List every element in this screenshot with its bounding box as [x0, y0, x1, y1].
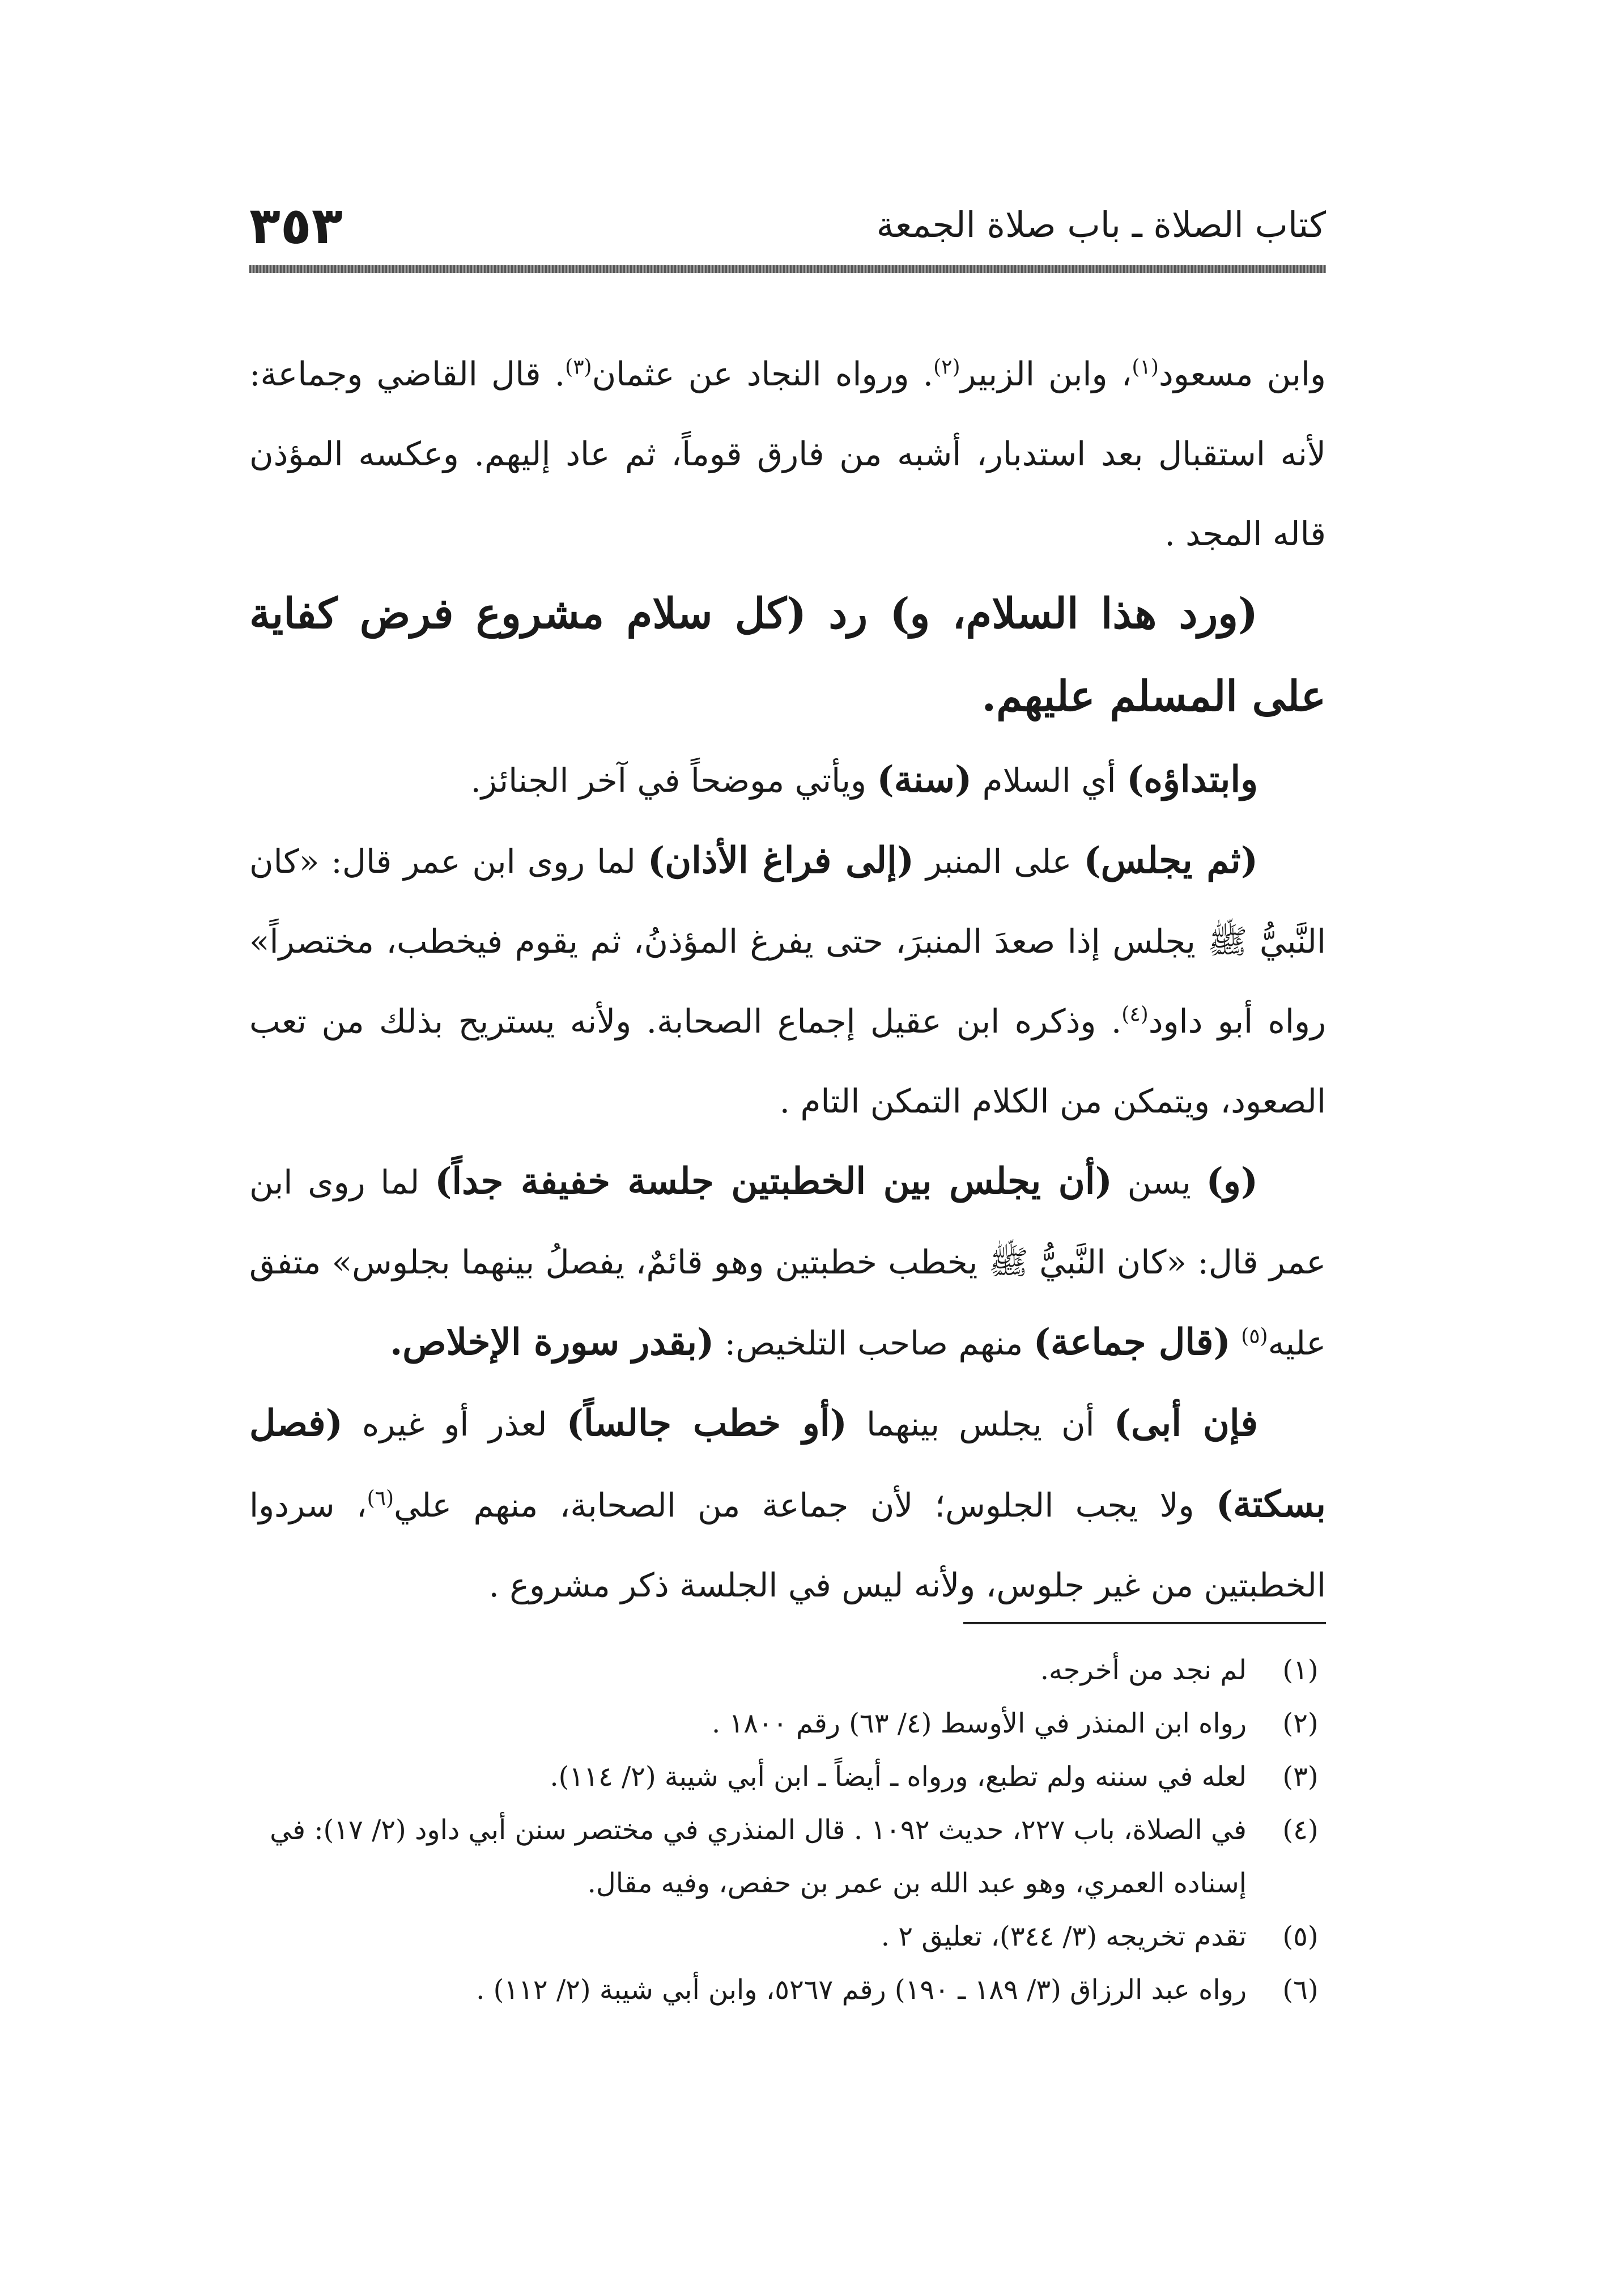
text-run: لما روى ابن عمر قال: «كان النَّبيُّ ﷺ يجلس إذا صعدَ المنبرَ، حتى يفرغ المؤذنُ، ثم يقوم فيخطب، مختصراً» رواه أبو داود [249, 842, 1326, 1041]
paragraph [249, 1383, 1326, 1625]
footnote [249, 1644, 1326, 1697]
emphasized-text-run: (فصل بسكتة) [249, 1402, 1326, 1526]
footnote [249, 1910, 1326, 1963]
footnote-number: (٣) [1282, 1761, 1319, 1793]
text-run: لما روى ابن عمر قال: «كان النَّبيُّ ﷺ يخطب خطبتين وهو قائمٌ، يفصلُ بينهما بجلوس» متفق عليه [249, 1163, 1326, 1362]
footnote-text: لعله في سننه ولم تطبع، ورواه ـ أيضاً ـ ابن أبي شيبة (٢/ ١١٤). [550, 1761, 1247, 1793]
footnote-text: تقدم تخريجه (٣/ ٣٤٤)، تعليق ٢ . [881, 1921, 1247, 1952]
emphasized-text-run: (قال جماعة) [1033, 1321, 1231, 1364]
footnotes [249, 1644, 1326, 2016]
text-run: ، وابن الزبير [960, 355, 1132, 393]
footnote-marker: (٢) [933, 355, 960, 379]
emphasized-text-run: (أو خطب جالساً) [566, 1402, 847, 1445]
footnote-number: (٤) [1282, 1814, 1319, 1846]
text-run: أي السلام [972, 761, 1127, 800]
footnote-marker: (٤) [1121, 1003, 1149, 1026]
emphasized-text-run: (سنة) [877, 758, 972, 801]
paragraph [249, 574, 1326, 740]
footnote-marker: (٣) [565, 355, 592, 379]
text-run: منهم صاحب التلخيص: [714, 1324, 1034, 1362]
footnote-marker: (١) [1132, 355, 1159, 379]
footnote [249, 1750, 1326, 1803]
running-title: كتاب الصلاة ـ باب صلاة الجمعة [876, 204, 1326, 245]
footnote-marker: (٥) [1241, 1324, 1268, 1348]
emphasized-text-run: (و) [1206, 1160, 1258, 1203]
body-text [249, 334, 1326, 1625]
paragraph [249, 821, 1326, 1141]
text-run [1231, 1324, 1241, 1362]
footnote [249, 1803, 1326, 1910]
text-run: . وذكره ابن عقيل إجماع الصحابة. ولأنه يستريح بذلك من تعب الصعود، ويتمكن من الكلام التمكن التام . [249, 1002, 1326, 1120]
paragraph [249, 740, 1326, 821]
footnote [249, 1697, 1326, 1750]
emphasized-text-run: (إلى فراغ الأذان) [647, 839, 915, 882]
emphasized-text-run: (ثم يجلس) [1083, 839, 1259, 882]
footnote-number: (٦) [1282, 1974, 1319, 2006]
paragraph [249, 334, 1326, 574]
footnote-separator [963, 1622, 1326, 1624]
footnote-text: رواه ابن المنذر في الأوسط (٤/ ٦٣) رقم ١٨٠٠ . [711, 1708, 1247, 1739]
text-run: ولا يجب الجلوس؛ لأن جماعة من الصحابة، منهم علي [394, 1486, 1216, 1525]
emphasized-text-run: فإن أبى) [1113, 1402, 1258, 1445]
text-run: يسن [1112, 1163, 1206, 1201]
footnote-number: (١) [1282, 1654, 1319, 1686]
footnote-text: في الصلاة، باب ٢٢٧، حديث ١٠٩٢ . قال المنذري في مختصر سنن أبي داود (٢/ ١٧): في إسناده العمري، وهو عبد الله بن عمر بن حفص، وفيه مقال. [270, 1814, 1247, 1899]
page-number: ٣٥٣ [249, 196, 343, 256]
text-run: ، سردوا الخطبتين من غير جلوس، ولأنه ليس في الجلسة ذكر مشروع . [249, 1486, 1326, 1604]
emphasized-text-run: (بقدر سورة الإخلاص. [389, 1321, 715, 1364]
text-run: على المنبر [914, 842, 1084, 881]
text-run: لعذر أو غيره [342, 1405, 567, 1443]
emphasized-text-run: (أن يجلس بين الخطبتين جلسة خفيفة جداً) [435, 1160, 1112, 1203]
footnote-number: (٥) [1282, 1921, 1319, 1952]
page-header [249, 193, 1326, 278]
text-run: . ورواه النجاد عن عثمان [592, 355, 934, 393]
header-rule [249, 265, 1326, 273]
footnote-marker: (٦) [367, 1487, 394, 1510]
text-run: . قال القاضي وجماعة: لأنه استقبال بعد استدبار، أشبه من فارق قوماً، ثم عاد إليهم. وعكسه المؤذن قاله المجد . [249, 355, 1326, 553]
text-run: وابن مسعود [1158, 355, 1327, 393]
emphasized-text-run: وابتداؤه) [1126, 758, 1258, 801]
text-run: ويأتي موضحاً في آخر الجنائز. [470, 761, 877, 800]
emphasized-text-run: (ورد هذا السلام، و) رد (كل سلام مشروع فرض كفاية على المسلم عليهم. [249, 589, 1326, 721]
paragraph [249, 1141, 1326, 1383]
footnote [249, 1963, 1326, 2016]
footnote-text: رواه عبد الرزاق (٣/ ١٨٩ ـ ١٩٠) رقم ٥٢٦٧، وابن أبي شيبة (٢/ ١١٢) . [476, 1974, 1247, 2006]
text-run: أن يجلس بينهما [847, 1405, 1114, 1443]
footnote-text: لم نجد من أخرجه. [1040, 1654, 1247, 1686]
footnote-number: (٢) [1282, 1708, 1319, 1739]
